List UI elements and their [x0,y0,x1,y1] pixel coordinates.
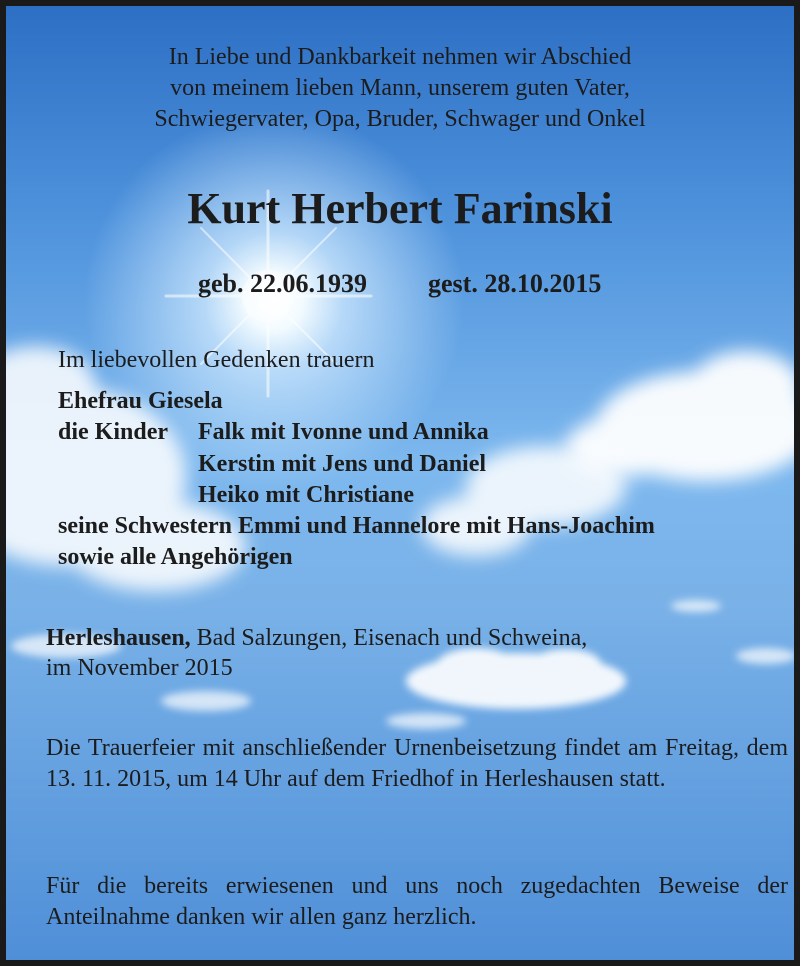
children-label: die Kinder [58,419,169,445]
intro-line-2: von meinem lieben Mann, unserem guten Vater, [170,75,630,101]
mourner-relatives: sowie alle Angehörigen [58,544,293,570]
mourners-heading: Im liebevollen Gedenken trauern [58,347,375,373]
mourner-wife: Ehefrau Giesela [58,388,223,414]
birth-date: geb. 22.06.1939 [198,269,367,298]
intro-line-3: Schwiegervater, Opa, Bruder, Schwager und Onkel [154,106,646,132]
place-others: Bad Salzungen, Eisenach und Schweina, [190,625,588,651]
cloud-lower [406,648,626,709]
place-line [46,623,587,653]
child-2: Kerstin mit Jens und Daniel [198,451,487,477]
place-town: Herleshausen, [46,625,191,651]
thanks-notice: Für die bereits erwiesenen und uns noch zugedachten Beweise der Anteilnahme danken wir allen ganz herzlich. [46,873,788,930]
death-date: gest. 28.10.2015 [428,269,602,298]
child-1: Falk mit Ivonne und Annika [198,419,489,445]
funeral-notice: Die Trauerfeier mit anschließender Urnenbeisetzung findet am Freitag, dem 13. 11. 2015, um 14 Uhr auf dem Friedhof in Herleshausen statt. [46,735,788,792]
deceased-name: Kurt Herbert Farinski [187,184,613,233]
intro-line-1: In Liebe und Dankbarkeit nehmen wir Abschied [168,44,632,70]
place-date: im November 2015 [46,655,233,681]
mourner-siblings: seine Schwestern Emmi und Hannelore mit Hans-Joachim [58,513,655,539]
child-3: Heiko mit Christiane [198,482,414,508]
